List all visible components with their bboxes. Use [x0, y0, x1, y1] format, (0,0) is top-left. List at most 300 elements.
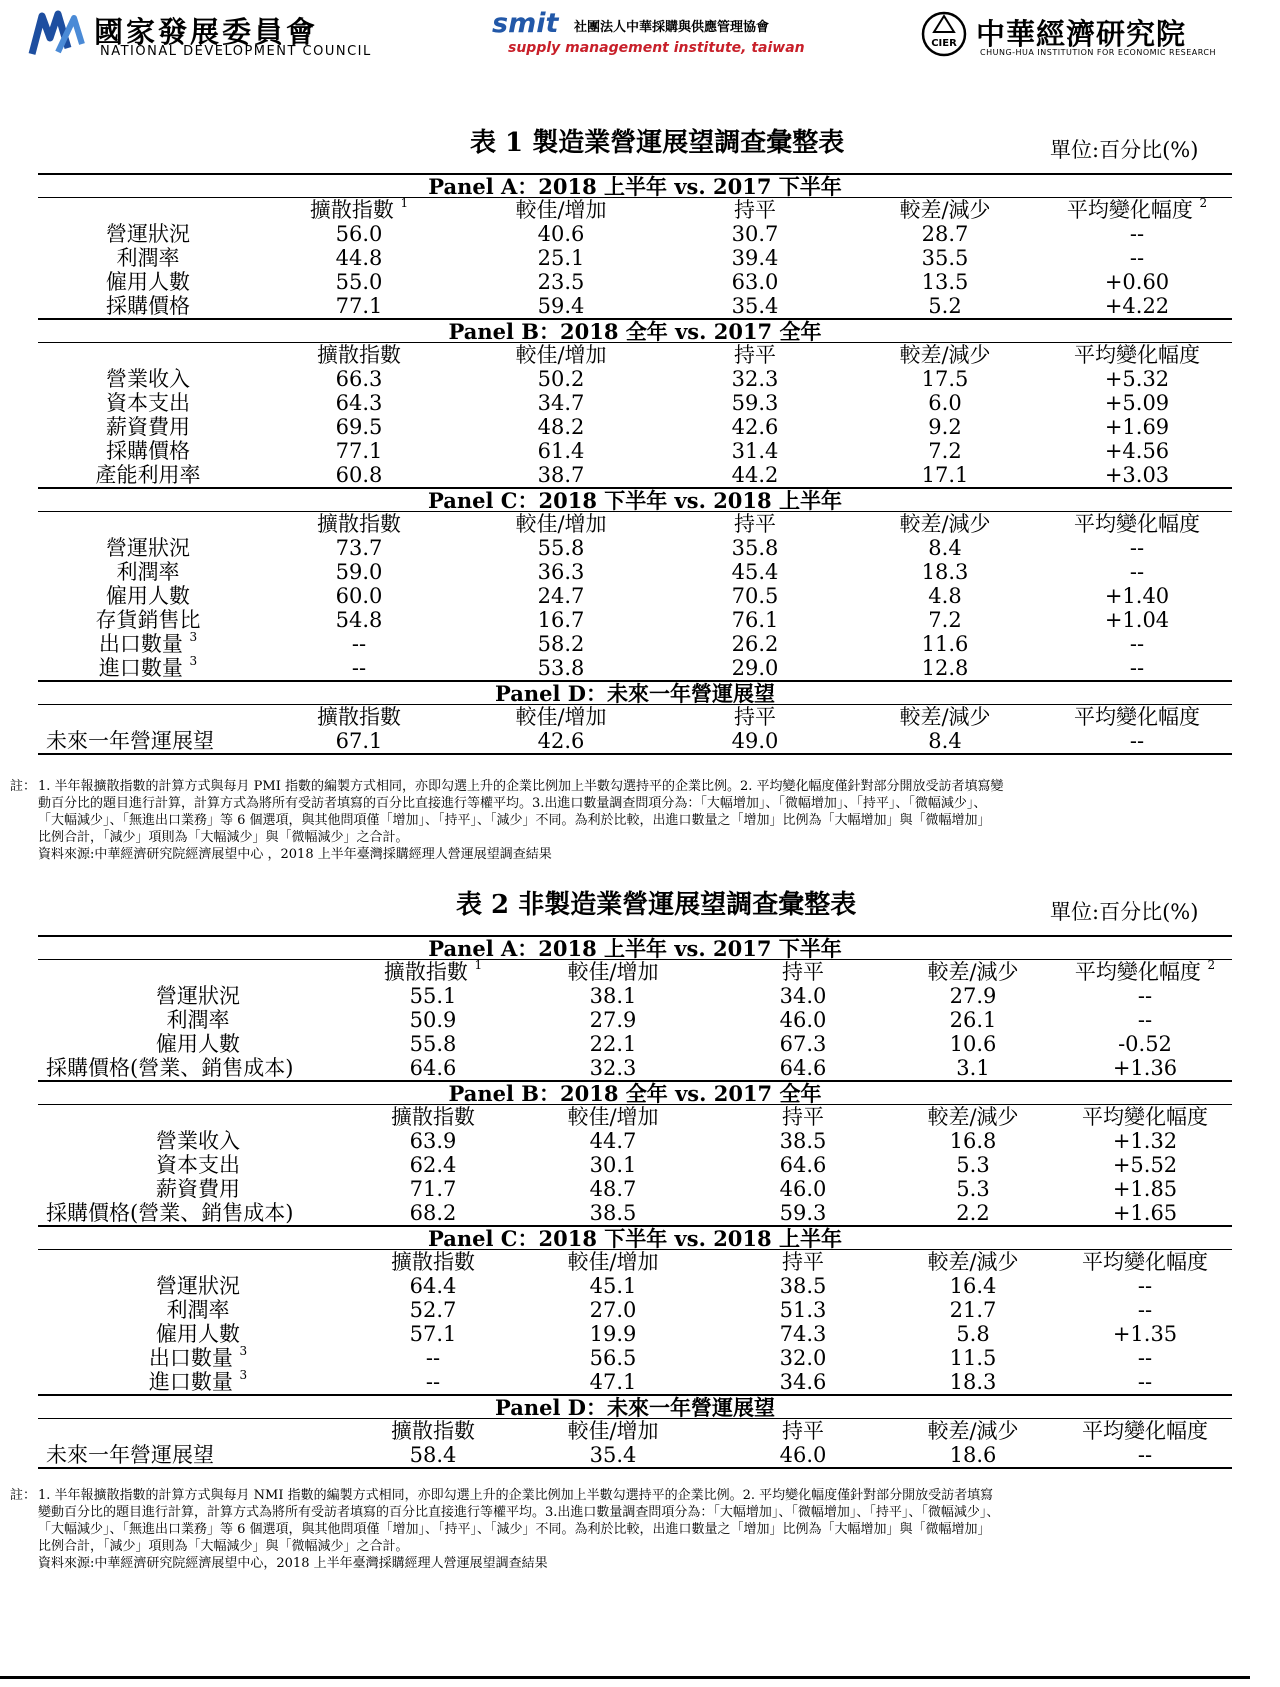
column-header-label: 擴散指數 [317, 512, 401, 536]
table-cell: 38.5 [779, 1129, 827, 1153]
table-cell: 59.0 [335, 560, 383, 584]
table-cell: 73.7 [335, 536, 383, 560]
row-label-text: 營運狀況 [106, 222, 190, 246]
table-cell: 69.5 [335, 415, 383, 439]
table-cell: 7.2 [928, 439, 962, 463]
row-label [38, 367, 258, 391]
row-label-text: 利潤率 [166, 1008, 230, 1032]
table-cell: 56.0 [335, 222, 383, 246]
column-header [508, 1419, 718, 1444]
row-label-text: 未來一年營運展望 [46, 1443, 214, 1467]
column-header-label: 擴散指數 [317, 705, 401, 729]
column-header [508, 1105, 718, 1130]
table-cell: 34.6 [779, 1370, 827, 1394]
table-cell: 77.1 [335, 439, 383, 463]
table-row [38, 246, 1232, 270]
table-cell: 38.5 [589, 1201, 637, 1225]
column-header-label: 持平 [734, 705, 776, 729]
table-cell: 2.2 [956, 1201, 990, 1225]
ndc-emblem-icon [28, 8, 86, 60]
table-cell: -- [1137, 984, 1153, 1008]
row-label [38, 415, 258, 439]
panel-title: Panel C：2018 下半年 vs. 2018 上半年 [38, 488, 1232, 512]
row-label [38, 463, 258, 488]
table-cell: -- [1137, 1008, 1153, 1032]
column-header [258, 705, 460, 730]
panel-title-row [38, 681, 1232, 705]
column-header [888, 1250, 1058, 1275]
note-line [0, 829, 1250, 846]
table-cell: 8.4 [848, 729, 1042, 754]
column-header-row [38, 960, 1232, 985]
table-cell: 27.9 [949, 984, 997, 1008]
footnote-mark: 3 [239, 1368, 248, 1382]
column-header-row [38, 198, 1232, 223]
table-cell: 17.1 [921, 463, 969, 487]
panel-title-row [38, 1226, 1232, 1250]
column-header [1058, 960, 1232, 985]
row-label-text: 僱用人數 [156, 1032, 240, 1056]
column-header-label: 較差/減少 [927, 1250, 1019, 1274]
footnote-mark: 2 [1207, 958, 1216, 972]
note-text: 動百分比的題目進行計算，計算方式為將所有受訪者填寫的百分比直接進行等權平均。3.出進口數量調查問項分為：「大幅增加」、「微幅增加」、「持平」、「微幅減少」、 [38, 796, 987, 811]
note-line [0, 812, 1250, 829]
note-text: 比例合計，「減少」項則為「大幅減少」與「微幅減少」之合計。 [38, 830, 409, 845]
table-cell: 44.8 [335, 246, 383, 270]
table-cell: 32.0 [779, 1346, 827, 1370]
table-cell: 66.3 [335, 367, 383, 391]
ndc-name-zh: 國家發展委員會 [94, 15, 319, 49]
column-header-label: 擴散指數 [309, 198, 394, 222]
row-label-text: 資本支出 [156, 1153, 240, 1177]
column-header [358, 1105, 508, 1130]
table-cell: -- [351, 632, 367, 656]
table-cell: 39.4 [731, 246, 779, 270]
column-header-label: 平均變化幅度 [1082, 1105, 1208, 1129]
table-row [38, 1008, 1232, 1032]
table-cell: 64.6 [779, 1153, 827, 1177]
table-cell: 58.4 [358, 1443, 508, 1468]
table-cell: 57.1 [409, 1322, 457, 1346]
table-cell: 77.1 [335, 294, 383, 318]
table-cell: 56.5 [589, 1346, 637, 1370]
header-blank [38, 960, 358, 985]
row-label-text: 採購價格 [106, 439, 190, 463]
table-cell: 71.7 [409, 1177, 457, 1201]
panel-title-row [38, 319, 1232, 343]
table-cell: 44.2 [731, 463, 779, 487]
column-header-label: 擴散指數 [391, 1419, 475, 1443]
table-row [38, 1056, 1232, 1081]
table-cell: +5.32 [1104, 367, 1170, 391]
table-row [38, 1322, 1232, 1346]
table-cell: 40.6 [537, 222, 585, 246]
panel-title: Panel C：2018 下半年 vs. 2018 上半年 [38, 1226, 1232, 1250]
column-header [662, 198, 848, 223]
column-header [258, 198, 460, 223]
row-label-text: 存貨銷售比 [95, 608, 201, 632]
row-label-text: 出口數量 [98, 632, 183, 656]
column-header [460, 705, 662, 730]
footnote-mark: 2 [1199, 196, 1208, 210]
table-cell: -- [1129, 632, 1145, 656]
table-cell: 16.8 [949, 1129, 997, 1153]
table-row [38, 1177, 1232, 1201]
row-label [38, 270, 258, 294]
note-line [0, 1487, 1250, 1504]
note-key [0, 829, 36, 846]
table-cell: 64.3 [335, 391, 383, 415]
row-label-text: 營業收入 [156, 1129, 240, 1153]
table-cell: 18.3 [921, 560, 969, 584]
table-cell: 18.6 [888, 1443, 1058, 1468]
column-header-label: 較佳/增加 [567, 1419, 659, 1443]
column-header-label: 較差/減少 [927, 960, 1019, 984]
table-cell: 60.0 [335, 584, 383, 608]
column-header-label: 持平 [734, 343, 776, 367]
table2-title: 表 2 非製造業營運展望調查彙整表 [456, 890, 857, 920]
column-header-row [38, 1105, 1232, 1130]
column-header [258, 512, 460, 537]
table-cell: +1.40 [1104, 584, 1170, 608]
row-label-text: 進口數量 [98, 656, 183, 680]
note-line [0, 1504, 1250, 1521]
table-cell: +4.22 [1104, 294, 1170, 318]
table-row [38, 1032, 1232, 1056]
row-label-text: 利潤率 [116, 246, 180, 270]
page-header [0, 0, 1280, 70]
table-cell: +1.35 [1112, 1322, 1178, 1346]
header-blank [38, 1419, 358, 1444]
table-cell: 24.7 [537, 584, 585, 608]
column-header-label: 持平 [782, 1250, 824, 1274]
table1-unit: 單位:百分比(%) [1050, 138, 1199, 162]
table-cell: 42.6 [460, 729, 662, 754]
row-label [38, 1177, 358, 1201]
column-header [848, 705, 1042, 730]
table-row [38, 984, 1232, 1008]
table-cell: +4.56 [1104, 439, 1170, 463]
table-cell: 30.1 [589, 1153, 637, 1177]
panel-title: Panel A：2018 上半年 vs. 2017 下半年 [38, 936, 1232, 960]
table-cell: 3.1 [956, 1056, 990, 1080]
table-cell: 16.7 [537, 608, 585, 632]
header-blank [38, 198, 258, 223]
panel-title-row [38, 1395, 1232, 1419]
column-header [1058, 1419, 1232, 1444]
row-label [38, 1056, 358, 1081]
panel-title-row [38, 174, 1232, 198]
column-header-label: 較佳/增加 [567, 960, 659, 984]
column-header-label: 擴散指數 [383, 960, 468, 984]
column-header-label: 較差/減少 [927, 1419, 1019, 1443]
column-header-row [38, 512, 1232, 537]
table1 [38, 173, 1232, 755]
smit-logo [488, 8, 818, 60]
table-cell: 59.3 [779, 1201, 827, 1225]
row-label [38, 608, 258, 632]
column-header [1058, 1250, 1232, 1275]
row-label [38, 1008, 358, 1032]
table-cell: -0.52 [1118, 1032, 1172, 1056]
column-header [662, 512, 848, 537]
table-cell: +3.03 [1104, 463, 1170, 487]
column-header [358, 960, 508, 985]
table-cell: -- [1042, 729, 1232, 754]
table-cell: 70.5 [731, 584, 779, 608]
column-header-label: 擴散指數 [391, 1250, 475, 1274]
column-header [1042, 512, 1232, 537]
note-line [0, 795, 1250, 812]
column-header [358, 1250, 508, 1275]
table2 [38, 935, 1232, 1469]
note-key: 註： [9, 779, 36, 794]
table-cell: 67.3 [779, 1032, 827, 1056]
table-cell: 17.5 [921, 367, 969, 391]
table-cell: 61.4 [537, 439, 585, 463]
table-row [38, 1153, 1232, 1177]
column-header-label: 持平 [782, 1105, 824, 1129]
table-cell: 35.4 [731, 294, 779, 318]
note-text: 「大幅減少」、「無進出口業務」等 6 個選項，與其他問項僅「增加」、「持平」、「減少」不同。為利於比較，出進口數量之「增加」比例為「大幅增加」與「微幅增加」 [38, 1522, 991, 1537]
column-header-row [38, 705, 1232, 730]
column-header-label: 平均變化幅度 [1074, 343, 1200, 367]
table-cell: 19.9 [589, 1322, 637, 1346]
table-cell: 48.7 [589, 1177, 637, 1201]
table-cell: 35.8 [731, 536, 779, 560]
table-row [38, 560, 1232, 584]
table-row [38, 729, 1232, 754]
table-cell: -- [425, 1346, 441, 1370]
column-header-label: 較佳/增加 [515, 343, 607, 367]
table-cell: +1.69 [1104, 415, 1170, 439]
table-cell: 59.4 [537, 294, 585, 318]
row-label [38, 984, 358, 1008]
row-label [38, 729, 258, 754]
panel-title-row [38, 1081, 1232, 1105]
row-label-text: 出口數量 [148, 1346, 233, 1370]
column-header [888, 960, 1058, 985]
footnote-mark: 1 [400, 196, 409, 210]
table-cell: -- [1129, 246, 1145, 270]
column-header [1042, 198, 1232, 223]
note-key: 註： [9, 1488, 36, 1503]
row-label [38, 1298, 358, 1322]
table-cell: 68.2 [409, 1201, 457, 1225]
column-header-label: 較佳/增加 [515, 512, 607, 536]
table-cell: -- [1129, 536, 1145, 560]
note-line [0, 1521, 1250, 1538]
row-label-text: 僱用人數 [106, 584, 190, 608]
column-header [888, 1419, 1058, 1444]
column-header-label: 平均變化幅度 [1066, 198, 1193, 222]
cier-emblem-icon [920, 10, 968, 58]
row-label [38, 560, 258, 584]
table-cell: -- [351, 656, 367, 680]
note-line [0, 778, 1250, 795]
table1-title: 表 1 製造業營運展望調查彙整表 [470, 128, 845, 158]
source-line: 資料來源:中華經濟研究院經濟展望中心，2018 上半年臺灣採購經理人營運展望調查結果 [38, 1556, 548, 1571]
table-cell: 35.4 [508, 1443, 718, 1468]
table-cell: 16.4 [949, 1274, 997, 1298]
table-cell: 50.2 [537, 367, 585, 391]
table-cell: -- [1129, 656, 1145, 680]
note-text: 1. 半年報擴散指數的計算方式與每月 PMI 指數的編製方式相同，亦即勾選上升的企業比例加上半數勾選持平的企業比例。2. 平均變化幅度僅針對部分開放受訪者填寫變 [38, 779, 1004, 794]
table-row [38, 1346, 1232, 1370]
column-header-label: 較差/減少 [899, 705, 991, 729]
note-text: 比例合計，「減少」項則為「大幅減少」與「微幅減少」之合計。 [38, 1539, 409, 1554]
table-cell: 55.0 [335, 270, 383, 294]
column-header-label: 較差/減少 [899, 198, 991, 222]
table-cell: 27.0 [589, 1298, 637, 1322]
table-cell: +1.32 [1112, 1129, 1178, 1153]
row-label [38, 1322, 358, 1346]
table-cell: -- [1058, 1443, 1232, 1468]
table-row [38, 1129, 1232, 1153]
column-header-label: 較佳/增加 [567, 1105, 659, 1129]
table-row [38, 1298, 1232, 1322]
table-row [38, 1201, 1232, 1226]
table-cell: 49.0 [662, 729, 848, 754]
table-cell: 34.7 [537, 391, 585, 415]
smit-wordmark: smit [492, 8, 559, 39]
table-cell: 53.8 [537, 656, 585, 680]
column-header-label: 較佳/增加 [515, 705, 607, 729]
table2-notes [0, 1487, 1250, 1572]
table-cell: 38.7 [537, 463, 585, 487]
cier-emblem-text: CIER [931, 38, 957, 49]
header-blank [38, 343, 258, 368]
table-cell: 18.3 [949, 1370, 997, 1394]
table-cell: +5.52 [1112, 1153, 1178, 1177]
table-row [38, 1274, 1232, 1298]
table-cell: 30.7 [731, 222, 779, 246]
row-label [38, 1129, 358, 1153]
column-header-label: 較差/減少 [927, 1105, 1019, 1129]
note-key [0, 1538, 36, 1555]
smit-name-zh: 社團法人中華採購與供應管理協會 [574, 20, 770, 35]
table-cell: +1.04 [1104, 608, 1170, 632]
table-cell: 55.8 [537, 536, 585, 560]
row-label [38, 294, 258, 319]
column-header [662, 705, 848, 730]
table-cell: 23.5 [537, 270, 585, 294]
table-cell: -- [1137, 1346, 1153, 1370]
table-cell: +5.09 [1104, 391, 1170, 415]
table1-body [38, 174, 1232, 754]
table-cell: -- [1137, 1274, 1153, 1298]
row-label [38, 1443, 358, 1468]
table-cell: 4.8 [928, 584, 962, 608]
panel-title-row [38, 936, 1232, 960]
table2-unit: 單位:百分比(%) [1050, 900, 1199, 924]
table-cell: +1.65 [1112, 1201, 1178, 1225]
column-header [258, 343, 460, 368]
row-label-text: 採購價格(營業、銷售成本) [46, 1201, 294, 1225]
row-label-text: 僱用人數 [106, 270, 190, 294]
row-label-text: 薪資費用 [156, 1177, 240, 1201]
table-cell: 26.1 [949, 1008, 997, 1032]
table-cell: 26.2 [731, 632, 779, 656]
table-cell: 5.3 [956, 1153, 990, 1177]
table-cell: 22.1 [589, 1032, 637, 1056]
note-key [0, 812, 36, 829]
cier-name-zh: 中華經濟研究院 [976, 17, 1187, 51]
table-cell: -- [425, 1370, 441, 1394]
table-cell: 29.0 [731, 656, 779, 680]
row-label-text: 利潤率 [166, 1298, 230, 1322]
column-header [662, 343, 848, 368]
table-cell: 76.1 [731, 608, 779, 632]
row-label-text: 產能利用率 [95, 463, 201, 487]
footnote-mark: 1 [474, 958, 483, 972]
column-header-label: 平均變化幅度 [1074, 512, 1200, 536]
row-label [38, 391, 258, 415]
table-cell: 51.3 [779, 1298, 827, 1322]
note-key [0, 1521, 36, 1538]
row-label-text: 營業收入 [106, 367, 190, 391]
column-header-label: 較佳/增加 [515, 198, 607, 222]
row-label-text: 未來一年營運展望 [46, 729, 214, 753]
table-cell: 59.3 [731, 391, 779, 415]
table-cell: 5.8 [956, 1322, 990, 1346]
table-cell: 62.4 [409, 1153, 457, 1177]
panel-title: Panel D：未來一年營運展望 [38, 681, 1232, 705]
table-row [38, 1443, 1232, 1468]
table-cell: 38.1 [589, 984, 637, 1008]
table-cell: 10.6 [949, 1032, 997, 1056]
row-label-text: 營運狀況 [106, 536, 190, 560]
table-row [38, 439, 1232, 463]
row-label [38, 222, 258, 246]
header-blank [38, 512, 258, 537]
column-header-row [38, 1250, 1232, 1275]
ndc-name-en: NATIONAL DEVELOPMENT COUNCIL [100, 44, 372, 59]
column-header-label: 平均變化幅度 [1074, 960, 1201, 984]
column-header [358, 1419, 508, 1444]
note-line [0, 1538, 1250, 1555]
table-cell: 45.1 [589, 1274, 637, 1298]
table-cell: 64.6 [779, 1056, 827, 1080]
row-label-text: 進口數量 [148, 1370, 233, 1394]
panel-title: Panel A：2018 上半年 vs. 2017 下半年 [38, 174, 1232, 198]
header-blank [38, 1250, 358, 1275]
table-cell: 44.7 [589, 1129, 637, 1153]
table2-body [38, 936, 1232, 1468]
table-cell: 60.8 [335, 463, 383, 487]
table-cell: 32.3 [589, 1056, 637, 1080]
panel-title: Panel D：未來一年營運展望 [38, 1395, 1232, 1419]
table-cell: 21.7 [949, 1298, 997, 1322]
note-text: 變動百分比的題目進行計算，計算方式為將所有受訪者填寫的百分比直接進行等權平均。3.出進口數量調查問項分為：「大幅增加」、「微幅增加」、「持平」、「微幅減少」、 [38, 1505, 1000, 1520]
table-row [38, 463, 1232, 488]
table-cell: 42.6 [731, 415, 779, 439]
table-cell: 64.6 [409, 1056, 457, 1080]
column-header-row [38, 343, 1232, 368]
column-header-label: 較差/減少 [899, 512, 991, 536]
column-header-label: 擴散指數 [391, 1105, 475, 1129]
table-cell: 58.2 [537, 632, 585, 656]
table-cell: 67.1 [258, 729, 460, 754]
table-row [38, 415, 1232, 439]
note-text: 「大幅減少」、「無進出口業務」等 6 個選項，與其他問項僅「增加」、「持平」、「減少」不同。為利於比較，出進口數量之「增加」比例為「大幅增加」與「微幅增加」 [38, 813, 991, 828]
row-label-text: 僱用人數 [156, 1322, 240, 1346]
column-header-label: 持平 [734, 512, 776, 536]
note-key [0, 1504, 36, 1521]
table-row [38, 656, 1232, 681]
column-header [848, 198, 1042, 223]
table-row [38, 536, 1232, 560]
